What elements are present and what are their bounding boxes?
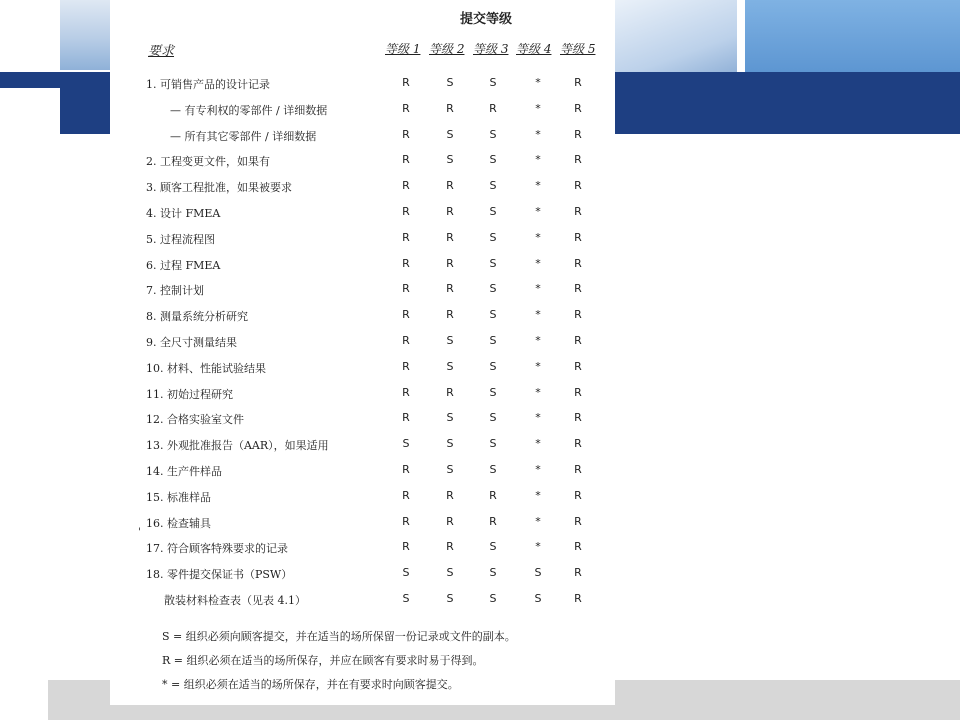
level-5-cell: R [574,256,582,270]
level-1-cell: R [402,282,410,296]
level-1-cell: R [402,514,410,528]
level-2-cell: R [446,488,454,502]
table-row [110,128,615,146]
level-2-cell: S [446,359,454,373]
level-4-header: 等级 4 [516,42,552,56]
level-2-cell: S [446,463,454,476]
legend-s: S = 组织必须向顾客提交，并在适当的场所保留一份记录或文件的副本。 [162,630,516,643]
requirement-column-header: 要求 [148,44,175,59]
level-2-cell: R [446,256,454,270]
requirement-label: 8. 测量系统分析研究 [146,310,248,324]
table-row [110,540,615,558]
level-3-cell: S [489,153,497,167]
level-4-cell: * [535,127,541,141]
requirement-label: 13. 外观批准报告（AAR），如果适用 [146,439,329,453]
level-2-cell: R [446,540,454,554]
level-5-cell: R [574,411,582,425]
level-5-cell: R [574,359,582,373]
level-4-cell: * [535,308,541,322]
header-light-panel [745,0,960,72]
requirement-label: 18. 零件提交保证书（PSW） [146,568,293,582]
table-row [110,205,615,223]
requirement-label: — 所有其它零部件 / 详细数据 [170,129,317,143]
level-3-cell: R [489,488,497,502]
legend-r: R = 组织必须在适当的场所保存，并应在顾客有要求时易于得到。 [162,654,484,667]
requirement-label: 15. 标准样品 [146,490,211,504]
requirement-label: 16. 检查辅具 [146,516,211,530]
level-headers [385,40,605,58]
level-3-cell: S [489,308,497,322]
level-3-cell: R [489,514,497,528]
level-4-cell: * [535,437,541,451]
requirement-label: 1. 可销售产品的设计记录 [146,78,270,91]
level-3-header: 等级 3 [473,42,509,56]
table-row [110,76,615,94]
table-row [110,282,615,300]
level-3-cell: S [489,359,497,373]
blue-bar-left [0,72,60,88]
table-row [110,566,615,584]
table-row [110,515,615,533]
level-5-header: 等级 5 [560,42,596,56]
level-4-cell: * [535,205,541,218]
level-3-cell: S [489,179,497,193]
level-3-cell: R [489,101,497,115]
level-1-cell: R [402,230,410,244]
table-row [110,489,615,507]
level-1-header: 等级 1 [385,42,421,56]
level-5-cell: R [574,437,582,451]
level-1-cell: R [402,179,410,193]
table-row [110,463,615,481]
level-5-cell: R [574,566,582,580]
level-4-cell: * [535,359,541,373]
scan-mark: ' [138,527,141,538]
level-2-cell: S [446,153,454,167]
submission-level-table-document [110,0,615,705]
level-3-cell: S [489,566,497,580]
level-4-cell: * [535,514,541,528]
level-3-cell: S [489,256,497,270]
level-2-cell: S [446,437,454,451]
table-row [110,334,615,352]
level-1-cell: R [402,334,410,347]
level-4-cell: * [535,101,541,115]
level-4-cell: * [535,230,541,244]
level-5-cell: R [574,308,582,322]
table-row [110,308,615,326]
level-3-cell: S [489,540,497,554]
level-1-cell: R [402,359,410,373]
requirement-label: 4. 设计 FMEA [146,207,221,220]
level-5-cell: R [574,205,582,218]
level-5-cell: R [574,334,582,347]
level-4-cell: * [535,411,541,425]
level-5-cell: R [574,153,582,167]
level-3-cell: S [489,411,497,425]
level-4-cell: * [535,488,541,502]
level-3-cell: S [489,437,497,451]
table-row [110,592,615,610]
level-4-cell: S [534,566,542,580]
requirement-label: 9. 全尺寸测量结果 [146,336,237,349]
header-gradient-right [615,0,960,72]
table-row [110,153,615,171]
level-3-cell: S [489,127,497,141]
level-1-cell: R [402,385,410,399]
level-2-cell: R [446,514,454,528]
legend-star: * = 组织必须在适当的场所保存，并在有要求时向顾客提交。 [162,678,459,691]
level-4-cell: * [535,540,541,554]
level-2-cell: R [446,282,454,296]
level-1-cell: R [402,540,410,554]
level-5-cell: R [574,592,582,605]
level-1-cell: R [402,76,410,89]
level-2-cell: S [446,76,454,89]
requirement-label: 6. 过程 FMEA [146,258,221,272]
level-1-cell: R [402,127,410,141]
level-2-cell: S [446,411,454,425]
level-5-cell: R [574,179,582,193]
level-5-cell: R [574,230,582,244]
level-2-cell: S [446,566,454,580]
table-row [110,411,615,429]
level-4-cell: S [534,592,542,605]
table-row [110,257,615,275]
requirement-label: 12. 合格实验室文件 [146,413,244,427]
level-3-cell: S [489,334,497,347]
level-2-cell: S [446,127,454,141]
level-2-cell: S [446,334,454,347]
level-3-cell: S [489,463,497,476]
level-4-cell: * [535,153,541,167]
level-5-cell: R [574,101,582,115]
requirement-label: 10. 材料、性能试验结果 [146,361,266,375]
level-3-cell: S [489,230,497,244]
level-1-cell: R [402,308,410,322]
level-4-cell: * [535,385,541,399]
header-gradient-left [60,0,110,70]
level-2-cell: R [446,385,454,399]
level-4-cell: * [535,76,541,89]
level-3-cell: S [489,385,497,399]
level-5-cell: R [574,514,582,528]
level-1-cell: R [402,101,410,115]
table-row [110,102,615,120]
requirement-label: 7. 控制计划 [146,284,204,298]
level-5-cell: R [574,463,582,476]
level-4-cell: * [535,334,541,347]
level-4-cell: * [535,256,541,270]
level-4-cell: * [535,463,541,476]
header-separator [737,0,745,72]
level-4-cell: * [535,179,541,193]
requirement-label: 2. 工程变更文件，如果有 [146,155,270,169]
level-1-cell: S [402,592,410,605]
table-row [110,360,615,378]
level-1-cell: S [402,437,410,451]
requirement-label: 14. 生产件样品 [146,465,222,478]
table-row [110,386,615,404]
table-row [110,437,615,455]
level-1-cell: R [402,153,410,167]
level-1-cell: R [402,488,410,502]
level-2-header: 等级 2 [429,42,465,56]
level-5-cell: R [574,127,582,141]
table-title: 提交等级 [460,12,513,27]
level-3-cell: S [489,282,497,296]
level-5-cell: R [574,282,582,296]
requirement-label: 11. 初始过程研究 [146,387,233,401]
level-1-cell: R [402,463,410,476]
requirement-label: 3. 顾客工程批准，如果被要求 [146,181,292,195]
level-5-cell: R [574,540,582,554]
table-row [110,231,615,249]
level-2-cell: R [446,308,454,322]
level-5-cell: R [574,488,582,502]
level-3-cell: S [489,592,497,605]
requirement-label: — 有专利权的零部件 / 详细数据 [170,103,328,117]
requirement-label: 5. 过程流程图 [146,232,215,246]
level-1-cell: R [402,256,410,270]
level-2-cell: R [446,179,454,193]
level-2-cell: R [446,101,454,115]
requirement-label: 散装材料检查表（见表 4.1） [164,594,306,607]
level-4-cell: * [535,282,541,296]
level-3-cell: S [489,76,497,89]
level-3-cell: S [489,205,497,218]
level-5-cell: R [574,385,582,399]
level-2-cell: R [446,230,454,244]
requirement-label: 17. 符合顾客特殊要求的记录 [146,542,288,556]
table-row [110,179,615,197]
level-2-cell: R [446,205,454,218]
level-1-cell: S [402,566,410,580]
level-1-cell: R [402,205,410,218]
blue-bar-left-block [60,72,110,134]
level-2-cell: S [446,592,454,605]
blue-bar-right [615,72,960,134]
level-1-cell: R [402,411,410,425]
level-5-cell: R [574,76,582,89]
